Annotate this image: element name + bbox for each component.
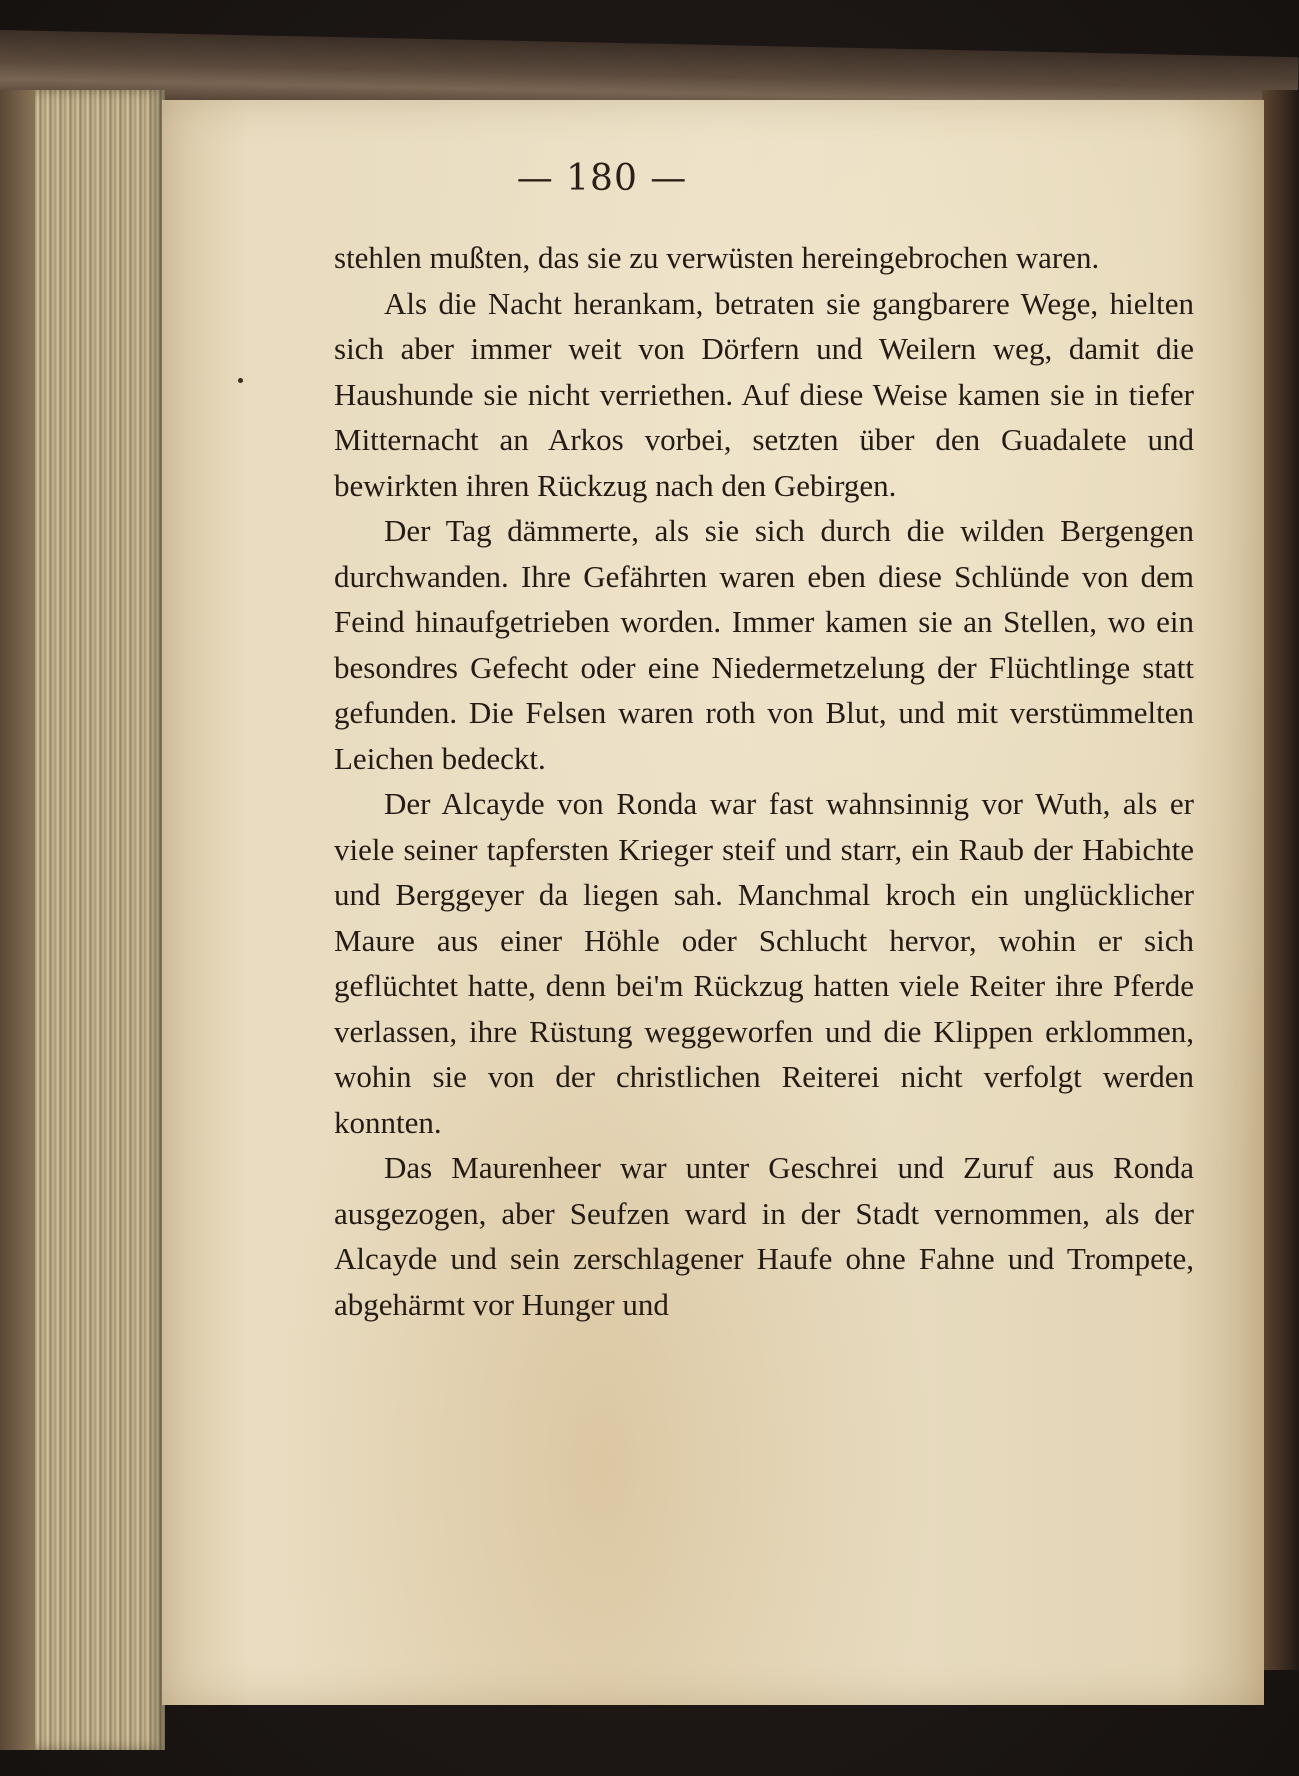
page-number: — 180 — [516,158,688,199]
ink-speck [238,378,243,383]
paragraph-5: Das Maurenheer war unter Geschrei und Zuruf aus Ronda ausgezogen, aber Seufzen ward in der Stadt vernommen, als der Alcayde und sein zerschlagener Haufe ohne Fahne und Trompete, abgehärmt vor Hunger und [334,1150,1194,1322]
paragraph-3: Der Tag dämmerte, als sie sich durch die wilden Bergengen durchwanden. Ihre Gefährten waren eben diese Schlünde von dem Feind hinaufgetrieben worden. Immer kamen sie an Stellen, wo ein besondres Gefecht oder eine Niedermetzelung der Flüchtlinge statt gefunden. Die Felsen waren roth von Blut, und mit verstümmelten Leichen bedeckt. [334,513,1194,776]
page-text [334,235,1194,1327]
paragraph-2: Als die Nacht herankam, betraten sie gangbarere Wege, hielten sich aber immer weit von Dörfern und Weilern weg, damit die Haushunde sie nicht verriethen. Auf diese Weise kamen sie in tiefer Mitternacht an Arkos vorbei, setzten über den Guadalete und bewirkten ihren Rückzug nach den Gebirgen. [334,285,1194,503]
page-edges [0,90,165,1750]
paragraph-1: stehlen mußten, das sie zu verwüsten hereingebrochen waren. [334,240,1100,275]
paragraph-4: Der Alcayde von Ronda war fast wahnsinnig vor Wuth, als er viele seiner tapfersten Krieger steif und starr, ein Raub der Habichte und Berggeyer da liegen sah. Manchmal kroch ein unglücklicher Maure aus einer Höhle oder Schlucht hervor, wohin er sich geflüchtet hatte, denn bei'm Rückzug hatten viele Reiter ihre Pferde verlassen, ihre Rüstung weggeworfen und die Klippen erklommen, wohin sie von der christlichen Reiterei nicht verfolgt werden konnten. [334,786,1194,1140]
book-page [162,100,1264,1705]
book-cover-right [1262,90,1299,1670]
